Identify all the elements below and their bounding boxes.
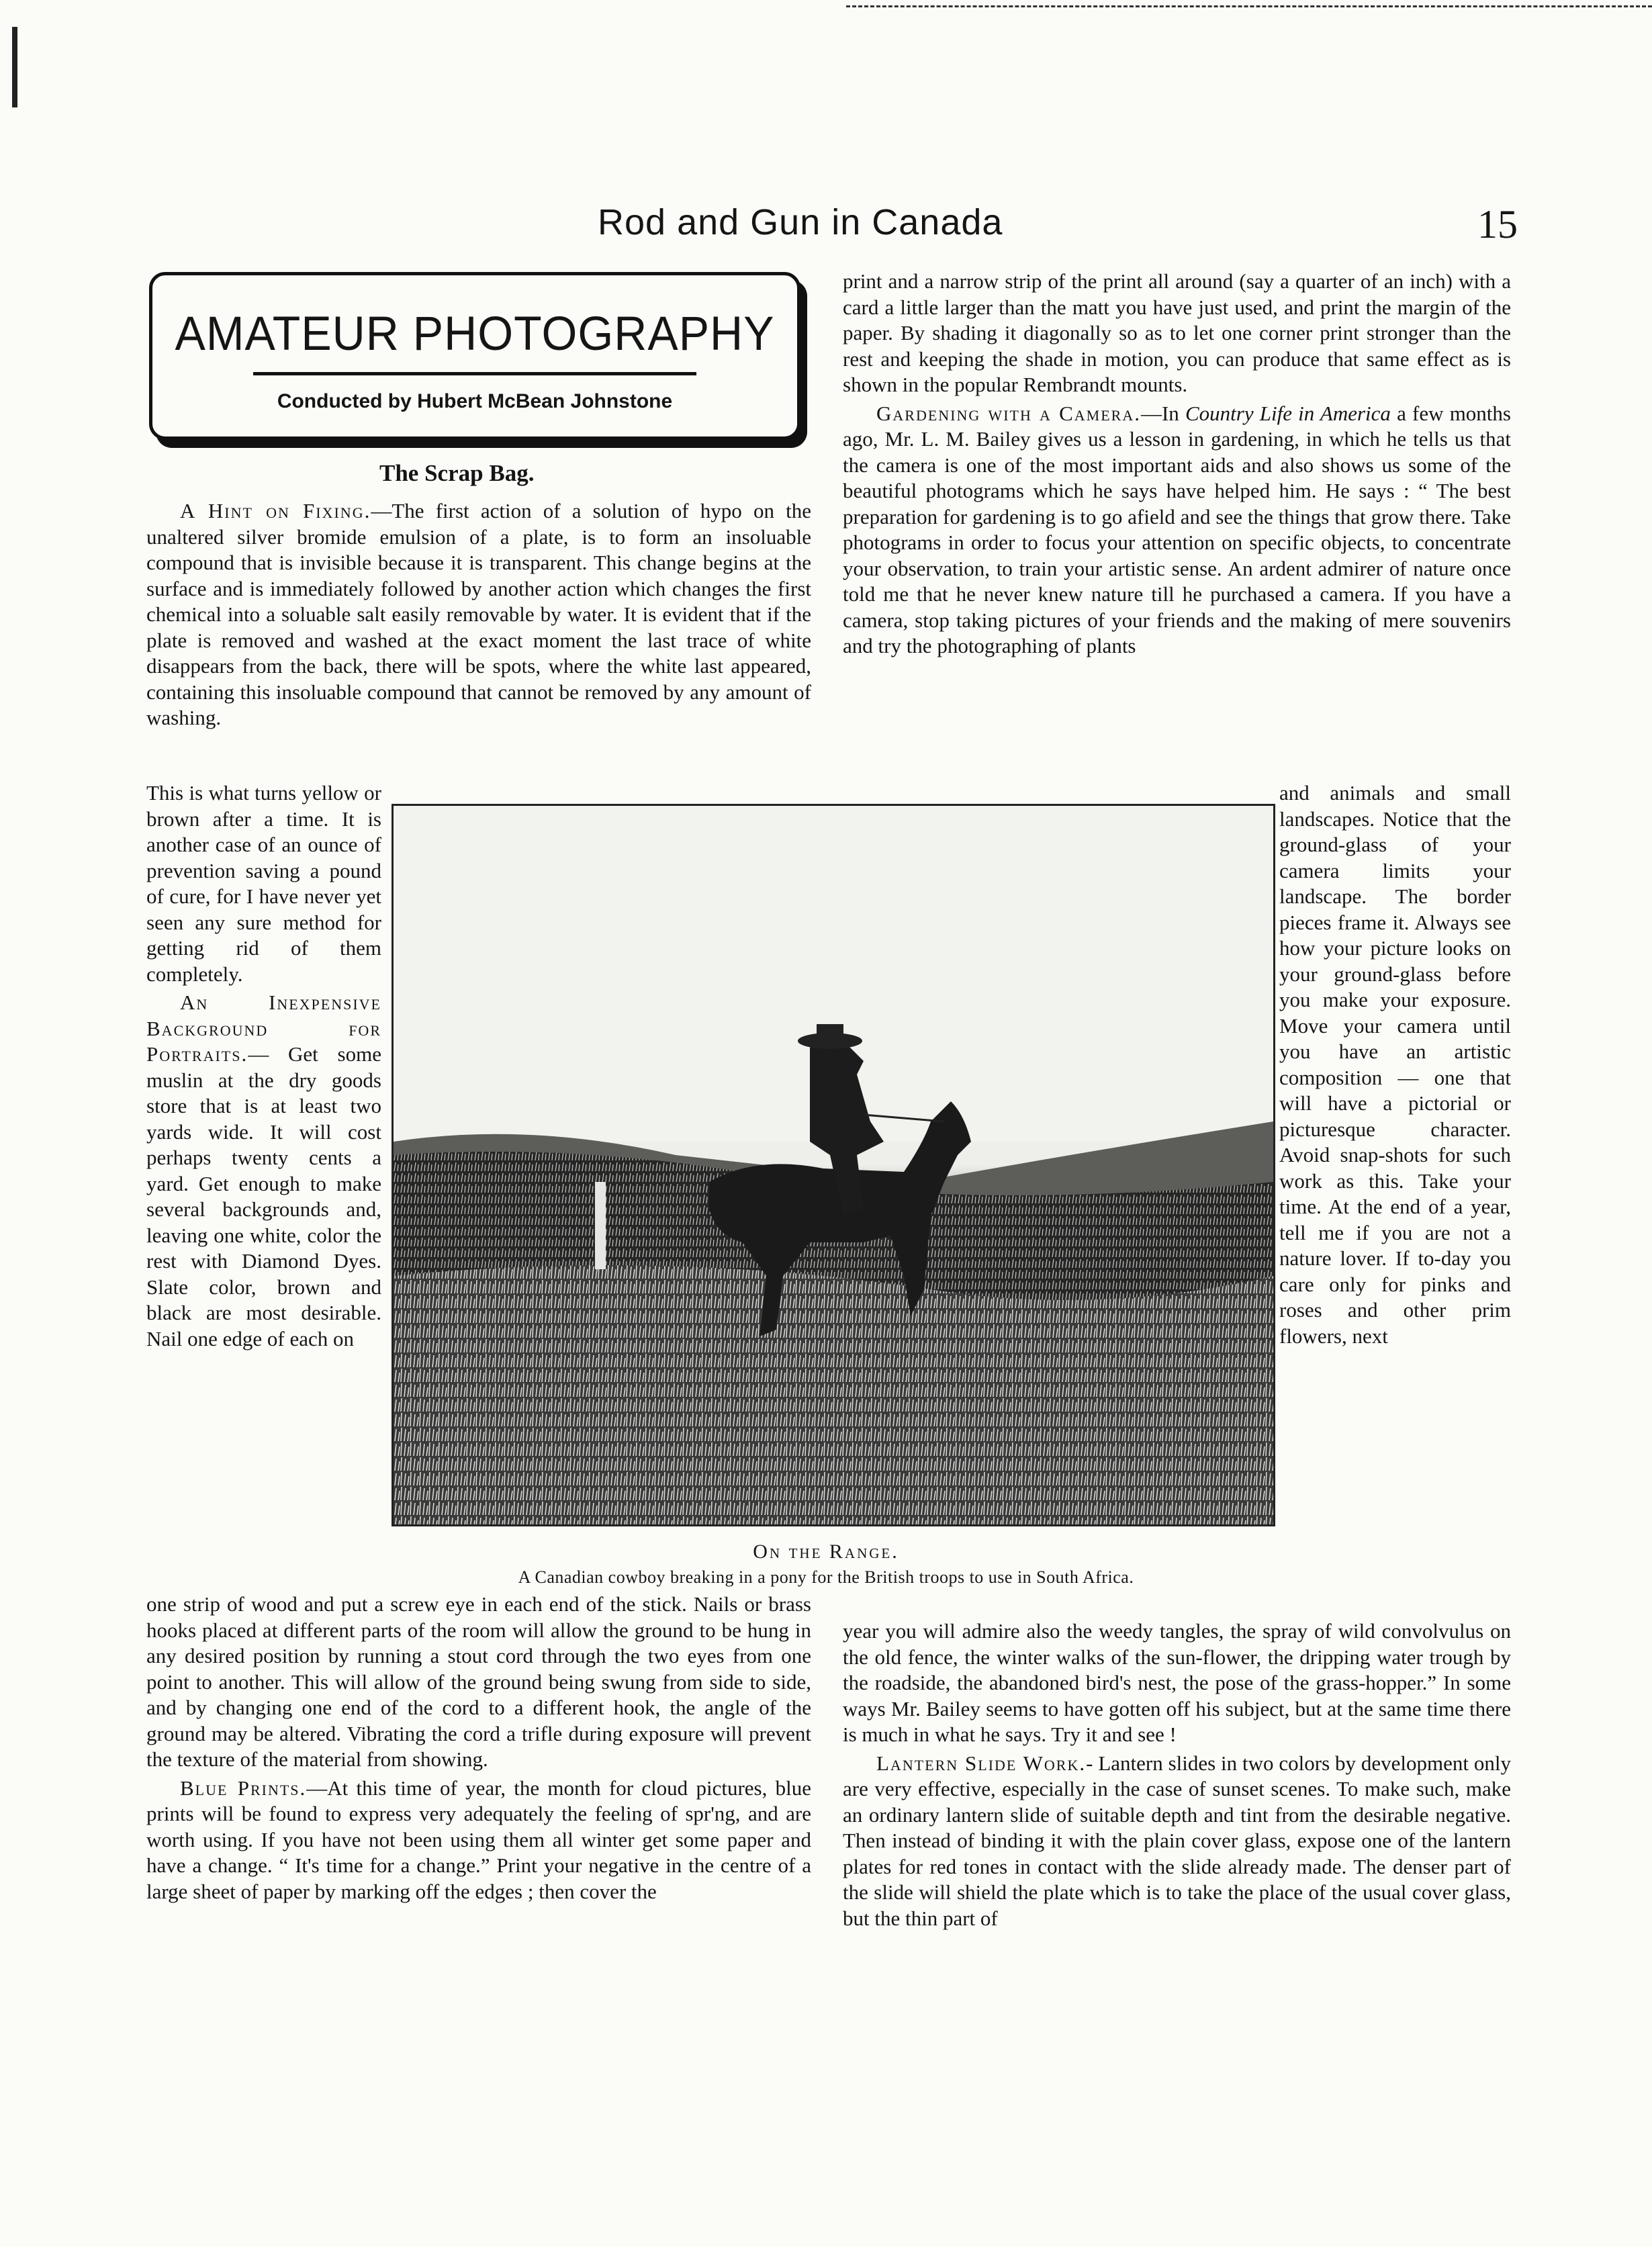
gardening-text: a few months ago, Mr. L. M. Bailey gives us a lesson in gardening, in which he tells us that the camera is one of the most important aids and also shows us some of the beautiful photograms which he says have helped him. He says : “ The best preparation for gardening is to go afield and see the things that grow there. Take photograms in order to focus your attention on specific objects, to concentrate your observation, to train your artistic sense. An ardent admirer of nature once told me that he never knew nature till he purchased a camera. If you have a camera, stop taking pictures of your friends and the making of mere souvenirs and try the photographing of plants	[843, 401, 1511, 657]
section-byline: Conducted by Hubert McBean Johnstone	[277, 390, 673, 412]
paragraph-fixing	[146, 498, 811, 731]
paragraph-background-cont: one strip of wood and put a screw eye in each end of the stick. Nails or brass hooks placed at different parts of the room will allow the ground to be hung in any desired position by running a stout cord through the two eyes from one point to another. This will allow of the ground being swung from side to side, and by changing one end of the cord to a different hook, the angle of the ground may be altered. Vibrating the cord a trifle during exposure will prevent the texture of the material from showing.	[146, 1592, 811, 1771]
left-column-narrow	[146, 780, 381, 1352]
gardening-dash: —In	[1140, 401, 1185, 425]
background-text: — Get some muslin at the dry goods store that is at least two yards wide. It will cost perhaps twenty cents a yard. Get enough to make several backgrounds and, leaving one white, color the rest with Diamond Dyes. Slate color, brown and black are most desirable. Nail one edge of each on	[146, 1042, 381, 1350]
paragraph-lantern	[843, 1751, 1511, 1932]
cowboy-photo	[392, 804, 1275, 1526]
blue-prints-text: —At this time of year, the month for cloud pictures, blue prints will be found to express very adequately the feeling of spr'ng, and are worth using. If you have not been using them all winter get some paper and have a change. “ It's time for a change.” Print your negative in the centre of a large sheet of paper by marking off the edges ; then cover the	[146, 1776, 811, 1903]
section-header-box	[149, 272, 800, 440]
left-column-bottom	[146, 1592, 811, 1905]
right-column-bottom	[843, 1618, 1511, 1931]
gardening-heading: Gardening with a Camera.	[876, 401, 1141, 425]
paragraph-gardening-narrow: and animals and small landscapes. Notice that the ground-glass of your camera limits your landscape. The border pieces frame it. Always see how your picture looks on your ground-glass before you make your exposure. Move your camera until you have an artistic composition — one that will have a pictorial or picturesque character. Avoid snap-shots for such work as this. Take your time. At the end of a year, tell me if you are not a nature lover. If to-day you care only for pinks and roses and other prim flowers, next	[1279, 781, 1511, 1348]
section-title: AMATEUR PHOTOGRAPHY	[175, 307, 775, 361]
publication-title: Country Life in America	[1185, 401, 1391, 425]
scrap-bag-heading: The Scrap Bag.	[379, 460, 535, 486]
figure-caption-text: A Canadian cowboy breaking in a pony for the British troops to use in South Africa.	[518, 1567, 1134, 1587]
photo-cowboy-on-horse-icon	[394, 806, 1273, 1524]
right-column-top	[843, 269, 1511, 659]
right-column-narrow	[1279, 780, 1511, 1349]
lantern-heading: Lantern Slide Work.	[876, 1751, 1087, 1775]
paragraph-fixing-cont: This is what turns yellow or brown after a time. It is another case of an ounce of prevention saving a pound of cure, for I have never yet seen any sure method for getting rid of them completely.	[146, 781, 381, 986]
paragraph-blue-prints-cont: print and a narrow strip of the print all around (say a quarter of an inch) with a card a little larger than the matt you have just used, and print the margin of the paper. By shading it diagonally so as to let one corner print stronger than the rest and keeping the shade in motion, you can produce that same effect as is shown in the popular Rembrandt mounts.	[843, 269, 1511, 396]
left-column-top	[146, 498, 811, 731]
margin-mark	[12, 27, 17, 107]
paragraph-gardening	[843, 401, 1511, 659]
page-number: 15	[1477, 202, 1518, 246]
running-title: Rod and Gun in Canada	[598, 202, 1003, 242]
figure-caption-title: On the Range.	[753, 1541, 899, 1563]
section-divider	[253, 372, 696, 375]
paragraph-background	[146, 990, 381, 1352]
fixing-heading: A Hint on Fixing.	[180, 499, 371, 522]
paragraph-gardening-cont: year you will admire also the weedy tangles, the spray of wild convolvulus on the old fence, the winter walks of the sun-flower, the dripping water trough by the roadside, the abandoned bird's nest, the pose of the grass-hopper.” In some ways Mr. Bailey seems to have gotten off his subject, but at the same time there is much in what he says. Try it and see !	[843, 1619, 1511, 1746]
paragraph-blue-prints	[146, 1776, 811, 1905]
lantern-text: - Lantern slides in two colors by development only are very effective, especially in the case of sunset scenes. To make such, make an ordinary lantern slide of suitable depth and tint from the desirable negative. Then instead of binding it with the plain cover glass, expose one of the lantern plates for red tones in contact with the slide already made. The denser part of the slide will shield the plate which is to take the place of the usual cover glass, but the thin part of	[843, 1751, 1511, 1930]
background-heading: An Inexpensive Background for Portraits.	[146, 991, 381, 1066]
blue-prints-heading: Blue Prints.	[180, 1776, 307, 1800]
top-edge-rule	[846, 5, 1652, 7]
fixing-text: —The first action of a solution of hypo on the unaltered silver bromide emulsion of a plate, is to form an insoluable compound that is invisible because it is transparent. This change begins at the surface and is immediately followed by another action which changes the first chemical into a soluable salt easily removable by water. It is evident that if the plate is removed and washed at the exact moment the last trace of white disappears from the back, there will be spots, where the white last appeared, containing this insoluable compound that cannot be removed by any amount of washing.	[146, 499, 811, 729]
